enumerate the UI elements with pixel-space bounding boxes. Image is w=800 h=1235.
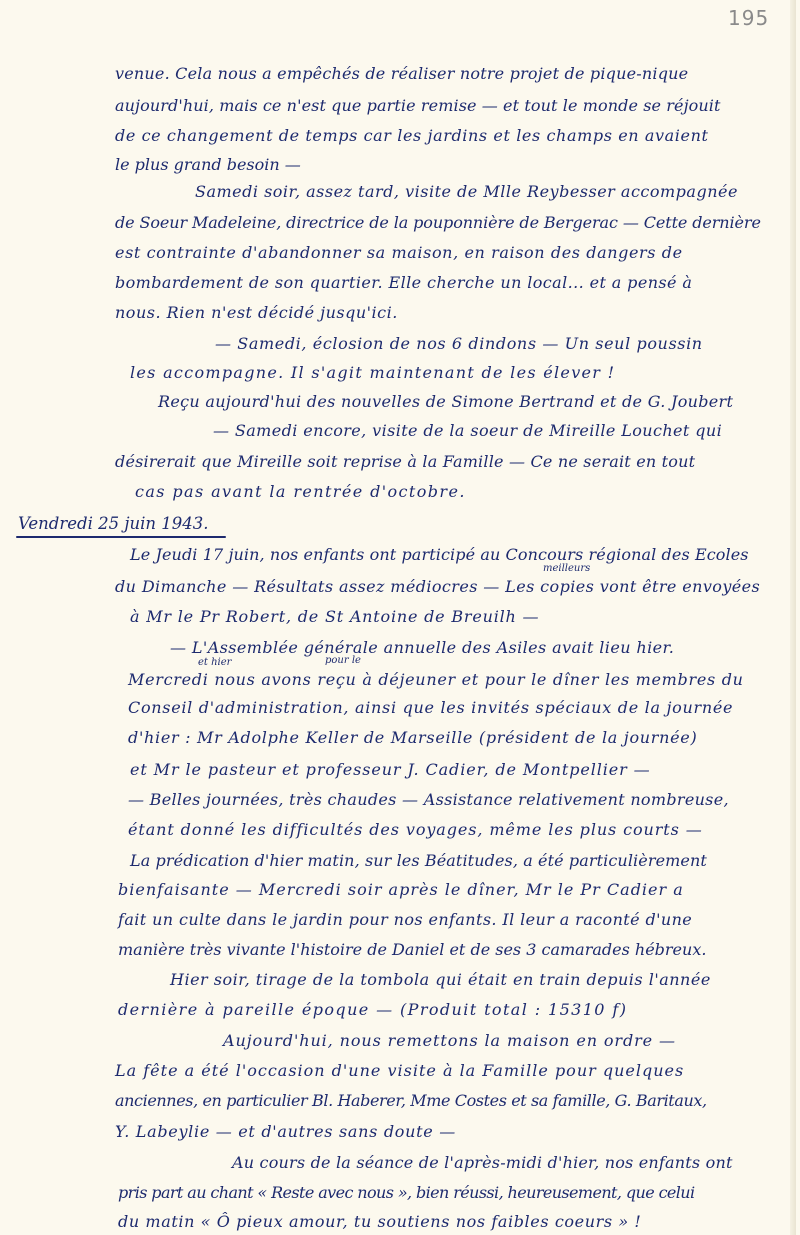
text-line: Hier soir, tirage de la tombola qui était en train depuis l'année bbox=[170, 970, 711, 989]
text-line: bombardement de son quartier. Elle cherche un local... et a pensé à bbox=[115, 273, 693, 292]
text-line: La fête a été l'occasion d'une visite à la Famille pour quelques bbox=[115, 1061, 685, 1080]
page-edge bbox=[790, 0, 796, 1235]
text-line: — Belles journées, très chaudes — Assistance relativement nombreuse, bbox=[128, 790, 729, 809]
text-line: du Dimanche — Résultats assez médiocres — Les copies vont être envoyées bbox=[115, 577, 761, 596]
text-line: Au cours de la séance de l'après-midi d'hier, nos enfants ont bbox=[232, 1153, 733, 1172]
text-line: d'hier : Mr Adolphe Keller de Marseille (président de la journée) bbox=[128, 728, 698, 747]
text-line: de Soeur Madeleine, directrice de la pouponnière de Bergerac — Cette dernière bbox=[115, 213, 761, 232]
text-line: aujourd'hui, mais ce n'est que partie remise — et tout le monde se réjouit bbox=[115, 96, 721, 115]
text-line: pris part au chant « Reste avec nous », bien réussi, heureusement, que celui bbox=[118, 1183, 695, 1202]
text-line: — Samedi, éclosion de nos 6 dindons — Un seul poussin bbox=[215, 334, 703, 353]
date-underline bbox=[16, 536, 226, 538]
text-line: est contrainte d'abandonner sa maison, en raison des dangers de bbox=[115, 243, 683, 262]
insertion-meilleurs: meilleurs bbox=[543, 563, 591, 574]
date-heading: Vendredi 25 juin 1943. bbox=[18, 514, 209, 533]
text-line: bienfaisante — Mercredi soir après le dîner, Mr le Pr Cadier a bbox=[118, 880, 684, 899]
text-line: cas pas avant la rentrée d'octobre. bbox=[135, 482, 466, 501]
text-line: dernière à pareille époque — (Produit total : 15310 f) bbox=[118, 1000, 628, 1019]
text-line: Samedi soir, assez tard, visite de Mlle Reybesser accompagnée bbox=[195, 182, 738, 201]
text-line: Le Jeudi 17 juin, nos enfants ont participé au Concours régional des Ecoles bbox=[130, 545, 749, 564]
text-line: étant donné les difficultés des voyages, même les plus courts — bbox=[128, 820, 703, 839]
text-line: Reçu aujourd'hui des nouvelles de Simone Bertrand et de G. Joubert bbox=[158, 392, 734, 411]
insertion-pour-le: pour le bbox=[325, 655, 361, 666]
text-line: de ce changement de temps car les jardins et les champs en avaient bbox=[115, 126, 709, 145]
text-line: venue. Cela nous a empêchés de réaliser notre projet de pique-nique bbox=[115, 64, 689, 83]
text-line: et Mr le pasteur et professeur J. Cadier, de Montpellier — bbox=[130, 760, 651, 779]
text-line: Y. Labeylie — et d'autres sans doute — bbox=[115, 1122, 456, 1141]
text-line: manière très vivante l'histoire de Daniel et de ses 3 camarades hébreux. bbox=[118, 940, 707, 959]
text-line: les accompagne. Il s'agit maintenant de les élever ! bbox=[130, 363, 616, 382]
text-line: anciennes, en particulier Bl. Haberer, Mme Costes et sa famille, G. Baritaux, bbox=[115, 1091, 707, 1110]
text-line: — Samedi encore, visite de la soeur de Mireille Louchet qui bbox=[213, 421, 723, 440]
text-line: Aujourd'hui, nous remettons la maison en ordre — bbox=[223, 1031, 676, 1050]
text-line: du matin « Ô pieux amour, tu soutiens nos faibles coeurs » ! bbox=[118, 1212, 642, 1231]
text-line: Conseil d'administration, ainsi que les invités spéciaux de la journée bbox=[128, 698, 734, 717]
text-line: — L'Assemblée générale annuelle des Asiles avait lieu hier. bbox=[170, 638, 675, 657]
text-line: La prédication d'hier matin, sur les Béatitudes, a été particulièrement bbox=[130, 851, 707, 870]
text-line: fait un culte dans le jardin pour nos enfants. Il leur a raconté d'une bbox=[118, 910, 693, 929]
text-line: désirerait que Mireille soit reprise à la Famille — Ce ne serait en tout bbox=[115, 452, 696, 471]
text-line: Mercredi nous avons reçu à déjeuner et pour le dîner les membres du bbox=[128, 670, 744, 689]
page-number: 195 bbox=[728, 6, 770, 30]
insertion-et-hier: et hier bbox=[198, 657, 232, 668]
text-line: le plus grand besoin — bbox=[115, 155, 301, 174]
text-line: nous. Rien n'est décidé jusqu'ici. bbox=[115, 303, 398, 322]
text-line: à Mr le Pr Robert, de St Antoine de Breuilh — bbox=[130, 607, 540, 626]
